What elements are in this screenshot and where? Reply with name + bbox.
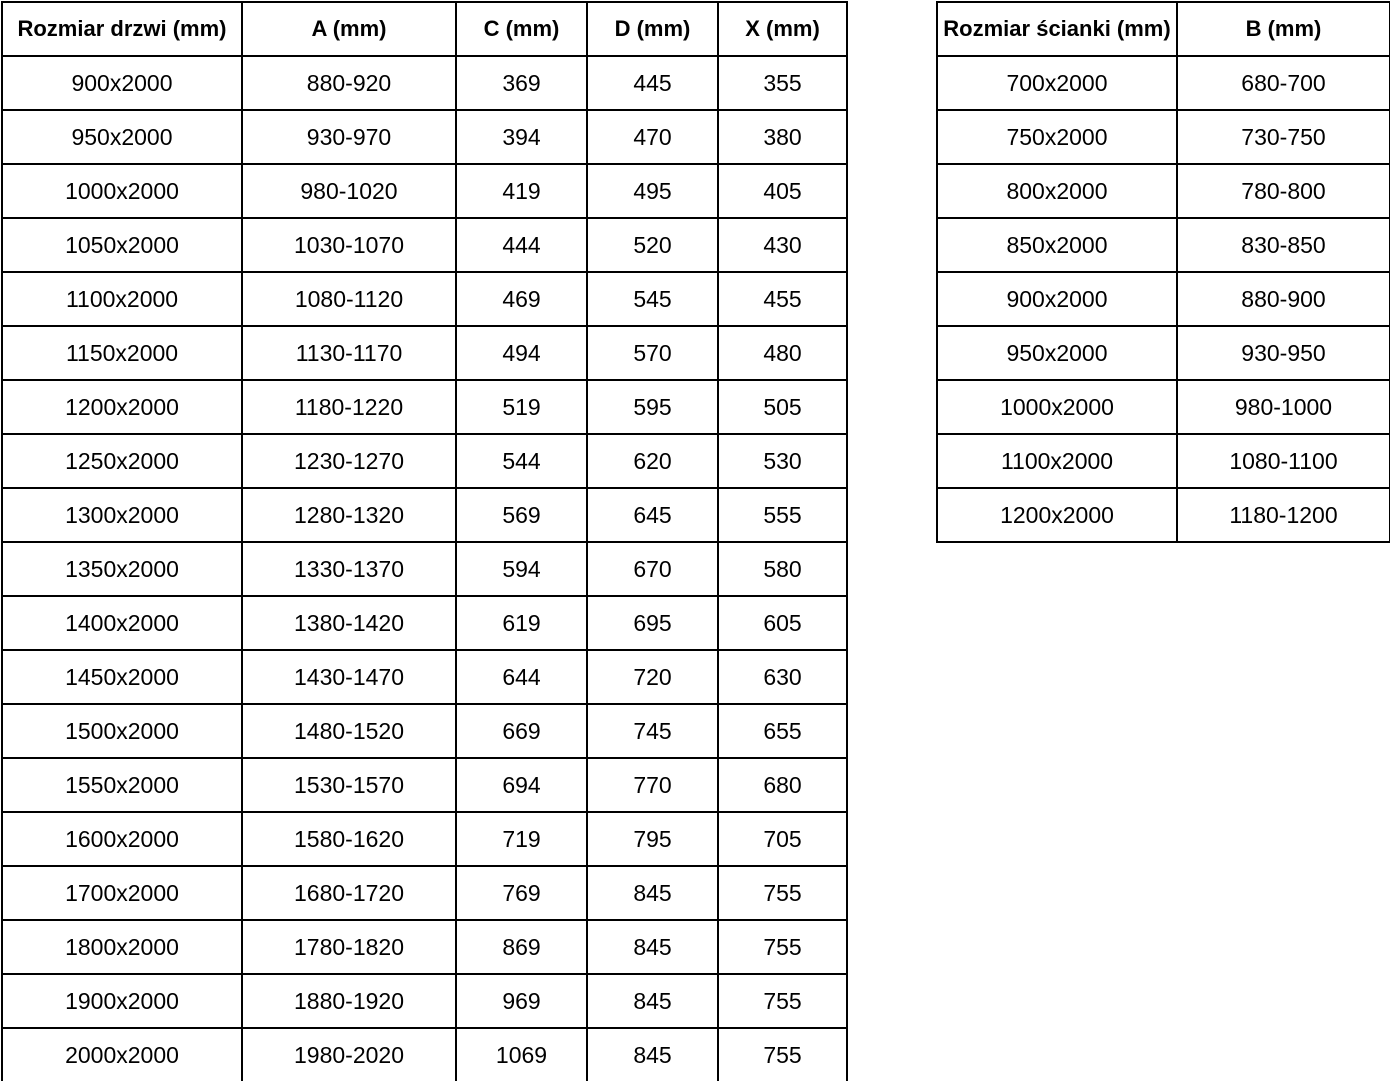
table-cell: 830-850 <box>1177 218 1390 272</box>
table-cell: 845 <box>587 1028 718 1081</box>
table-row <box>2 1028 847 1081</box>
table-cell: 455 <box>718 272 847 326</box>
column-header: Rozmiar ścianki (mm) <box>937 2 1177 56</box>
table-cell: 644 <box>456 650 587 704</box>
table-cell: 1700x2000 <box>2 866 242 920</box>
header-row <box>937 2 1390 56</box>
table-cell: 850x2000 <box>937 218 1177 272</box>
table-row <box>937 164 1390 218</box>
table-cell: 355 <box>718 56 847 110</box>
table-cell: 980-1000 <box>1177 380 1390 434</box>
table-cell: 380 <box>718 110 847 164</box>
table-cell: 655 <box>718 704 847 758</box>
table-cell: 845 <box>587 920 718 974</box>
table-cell: 1680-1720 <box>242 866 456 920</box>
table-cell: 1200x2000 <box>937 488 1177 542</box>
column-header: A (mm) <box>242 2 456 56</box>
table-cell: 580 <box>718 542 847 596</box>
table-row <box>2 272 847 326</box>
table-cell: 1330-1370 <box>242 542 456 596</box>
table-row <box>2 596 847 650</box>
table-cell: 620 <box>587 434 718 488</box>
column-header: Rozmiar drzwi (mm) <box>2 2 242 56</box>
table-cell: 1280-1320 <box>242 488 456 542</box>
table-cell: 750x2000 <box>937 110 1177 164</box>
column-header: D (mm) <box>587 2 718 56</box>
table-row <box>2 650 847 704</box>
table-cell: 1180-1220 <box>242 380 456 434</box>
table-cell: 705 <box>718 812 847 866</box>
table-cell: 419 <box>456 164 587 218</box>
table-cell: 1600x2000 <box>2 812 242 866</box>
table-cell: 1100x2000 <box>937 434 1177 488</box>
table-cell: 1980-2020 <box>242 1028 456 1081</box>
column-header: C (mm) <box>456 2 587 56</box>
table-cell: 519 <box>456 380 587 434</box>
table-cell: 770 <box>587 758 718 812</box>
table-row <box>2 110 847 164</box>
table-cell: 405 <box>718 164 847 218</box>
table-cell: 1000x2000 <box>2 164 242 218</box>
table-cell: 800x2000 <box>937 164 1177 218</box>
table-cell: 1100x2000 <box>2 272 242 326</box>
table-cell: 1250x2000 <box>2 434 242 488</box>
table-cell: 730-750 <box>1177 110 1390 164</box>
table-cell: 780-800 <box>1177 164 1390 218</box>
table-cell: 544 <box>456 434 587 488</box>
table-cell: 930-950 <box>1177 326 1390 380</box>
table-row <box>2 812 847 866</box>
column-header: B (mm) <box>1177 2 1390 56</box>
table-cell: 1300x2000 <box>2 488 242 542</box>
table-cell: 1550x2000 <box>2 758 242 812</box>
table-cell: 670 <box>587 542 718 596</box>
table-cell: 745 <box>587 704 718 758</box>
table-row <box>937 272 1390 326</box>
table-cell: 1080-1120 <box>242 272 456 326</box>
table-cell: 950x2000 <box>937 326 1177 380</box>
table-cell: 1400x2000 <box>2 596 242 650</box>
table-cell: 530 <box>718 434 847 488</box>
table-row <box>2 488 847 542</box>
table-row <box>2 920 847 974</box>
table-cell: 430 <box>718 218 847 272</box>
table-cell: 930-970 <box>242 110 456 164</box>
wall-size-table <box>936 1 1390 543</box>
table-cell: 1480-1520 <box>242 704 456 758</box>
table-cell: 1380-1420 <box>242 596 456 650</box>
table-cell: 1000x2000 <box>937 380 1177 434</box>
table-cell: 1180-1200 <box>1177 488 1390 542</box>
table-cell: 505 <box>718 380 847 434</box>
table-cell: 1230-1270 <box>242 434 456 488</box>
table-cell: 1130-1170 <box>242 326 456 380</box>
table-cell: 950x2000 <box>2 110 242 164</box>
table-cell: 880-920 <box>242 56 456 110</box>
table-cell: 1880-1920 <box>242 974 456 1028</box>
table-cell: 394 <box>456 110 587 164</box>
table-row <box>937 434 1390 488</box>
table-cell: 1900x2000 <box>2 974 242 1028</box>
table-cell: 795 <box>587 812 718 866</box>
table-cell: 444 <box>456 218 587 272</box>
table-cell: 2000x2000 <box>2 1028 242 1081</box>
table-cell: 495 <box>587 164 718 218</box>
table-row <box>2 56 847 110</box>
table-cell: 755 <box>718 866 847 920</box>
table-row <box>2 758 847 812</box>
table-cell: 595 <box>587 380 718 434</box>
table-cell: 869 <box>456 920 587 974</box>
table-cell: 545 <box>587 272 718 326</box>
table-cell: 880-900 <box>1177 272 1390 326</box>
table-cell: 755 <box>718 1028 847 1081</box>
table-row <box>2 704 847 758</box>
table-row <box>2 218 847 272</box>
table-cell: 900x2000 <box>2 56 242 110</box>
table-row <box>2 164 847 218</box>
table-cell: 1030-1070 <box>242 218 456 272</box>
table-cell: 570 <box>587 326 718 380</box>
table-cell: 480 <box>718 326 847 380</box>
table-row <box>937 488 1390 542</box>
table-cell: 1050x2000 <box>2 218 242 272</box>
table-row <box>2 542 847 596</box>
table-cell: 755 <box>718 920 847 974</box>
table-cell: 1150x2000 <box>2 326 242 380</box>
table-cell: 680-700 <box>1177 56 1390 110</box>
table-row <box>937 326 1390 380</box>
table-cell: 445 <box>587 56 718 110</box>
table-cell: 594 <box>456 542 587 596</box>
table-row <box>2 326 847 380</box>
table-cell: 669 <box>456 704 587 758</box>
table-cell: 619 <box>456 596 587 650</box>
table-row <box>937 56 1390 110</box>
table-row <box>2 974 847 1028</box>
table-cell: 1500x2000 <box>2 704 242 758</box>
table-cell: 1350x2000 <box>2 542 242 596</box>
table-cell: 1800x2000 <box>2 920 242 974</box>
table-cell: 845 <box>587 866 718 920</box>
table-cell: 1200x2000 <box>2 380 242 434</box>
table-cell: 1080-1100 <box>1177 434 1390 488</box>
table-cell: 630 <box>718 650 847 704</box>
table-cell: 1450x2000 <box>2 650 242 704</box>
table-cell: 555 <box>718 488 847 542</box>
table-cell: 980-1020 <box>242 164 456 218</box>
table-cell: 694 <box>456 758 587 812</box>
table-cell: 720 <box>587 650 718 704</box>
table-row <box>937 380 1390 434</box>
table-cell: 680 <box>718 758 847 812</box>
door-size-table <box>1 1 848 1081</box>
table-cell: 494 <box>456 326 587 380</box>
table-cell: 605 <box>718 596 847 650</box>
table-row <box>2 380 847 434</box>
table-cell: 369 <box>456 56 587 110</box>
table-row <box>2 866 847 920</box>
table-cell: 470 <box>587 110 718 164</box>
header-row <box>2 2 847 56</box>
table-cell: 1780-1820 <box>242 920 456 974</box>
table-cell: 569 <box>456 488 587 542</box>
table-cell: 1430-1470 <box>242 650 456 704</box>
table-cell: 695 <box>587 596 718 650</box>
table-cell: 520 <box>587 218 718 272</box>
table-cell: 645 <box>587 488 718 542</box>
table-cell: 1530-1570 <box>242 758 456 812</box>
table-cell: 969 <box>456 974 587 1028</box>
table-cell: 845 <box>587 974 718 1028</box>
table-cell: 769 <box>456 866 587 920</box>
table-cell: 700x2000 <box>937 56 1177 110</box>
table-cell: 755 <box>718 974 847 1028</box>
table-cell: 469 <box>456 272 587 326</box>
table-cell: 1069 <box>456 1028 587 1081</box>
table-row <box>937 110 1390 164</box>
column-header: X (mm) <box>718 2 847 56</box>
table-cell: 1580-1620 <box>242 812 456 866</box>
table-row <box>937 218 1390 272</box>
table-row <box>2 434 847 488</box>
table-cell: 719 <box>456 812 587 866</box>
table-cell: 900x2000 <box>937 272 1177 326</box>
